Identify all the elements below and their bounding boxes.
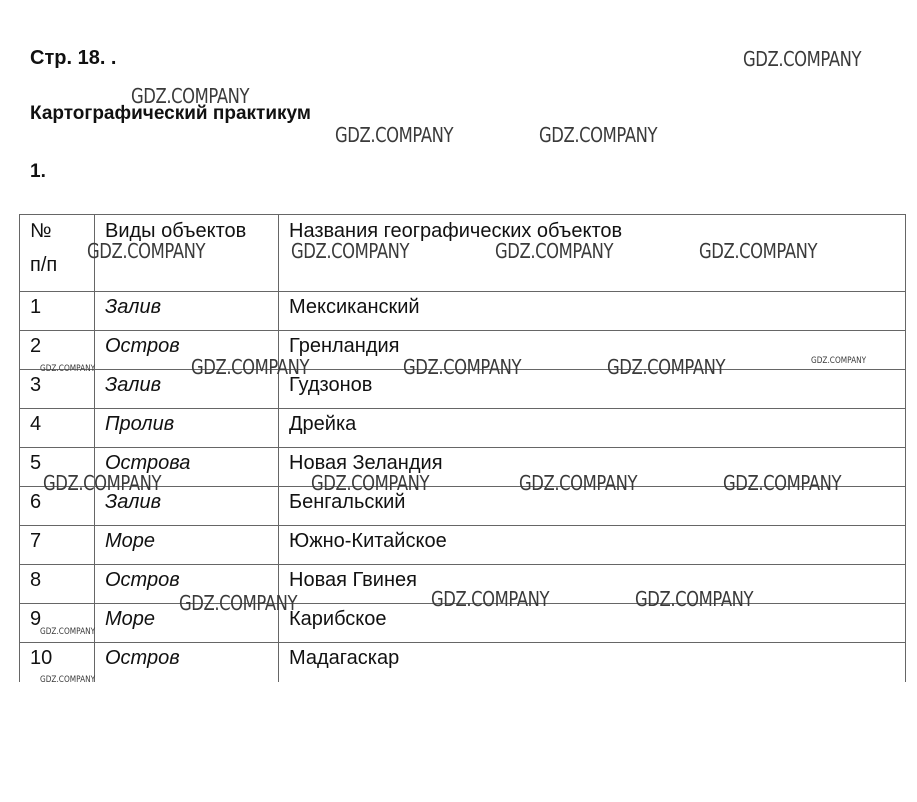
row-number: 1 — [20, 292, 95, 331]
row-kind: Залив — [95, 487, 279, 526]
watermark: GDZ.COMPANY — [743, 47, 862, 71]
watermark: GDZ.COMPANY — [699, 239, 818, 263]
row-name: Мексиканский — [279, 292, 906, 331]
watermark: GDZ.COMPANY — [43, 471, 162, 495]
table-row — [20, 331, 906, 370]
watermark: GDZ.COMPANY — [40, 627, 96, 637]
table-row — [20, 448, 906, 487]
watermark: GDZ.COMPANY — [87, 239, 206, 263]
header-number-line2: п/п — [30, 254, 58, 276]
row-kind: Остров — [95, 643, 279, 682]
table-row — [20, 292, 906, 331]
header-number-line1: № — [30, 220, 52, 242]
row-number: 9 — [20, 604, 95, 643]
row-name: Южно-Китайское — [279, 526, 906, 565]
row-name: Карибское — [279, 604, 906, 643]
row-number: 2 — [20, 331, 95, 370]
watermark: GDZ.COMPANY — [723, 471, 842, 495]
row-kind: Острова — [95, 448, 279, 487]
row-number: 6 — [20, 487, 95, 526]
header-number — [20, 215, 95, 292]
header-names: Названия географических объектов — [279, 215, 906, 292]
watermark: GDZ.COMPANY — [431, 587, 550, 611]
row-kind: Море — [95, 604, 279, 643]
row-number: 7 — [20, 526, 95, 565]
row-number: 3 — [20, 370, 95, 409]
row-kind: Море — [95, 526, 279, 565]
watermark: GDZ.COMPANY — [191, 355, 310, 379]
row-number: 4 — [20, 409, 95, 448]
watermark: GDZ.COMPANY — [40, 364, 96, 374]
row-name: Гудзонов — [279, 370, 906, 409]
row-kind: Пролив — [95, 409, 279, 448]
row-name: Новая Зеландия — [279, 448, 906, 487]
watermark: GDZ.COMPANY — [635, 587, 754, 611]
row-name: Новая Гвинея — [279, 565, 906, 604]
table-row — [20, 487, 906, 526]
watermark: GDZ.COMPANY — [403, 355, 522, 379]
table-header-row — [20, 215, 906, 292]
table-row — [20, 370, 906, 409]
task-number: 1. — [30, 161, 46, 182]
watermark: GDZ.COMPANY — [291, 239, 410, 263]
row-name: Дрейка — [279, 409, 906, 448]
row-number: 5 — [20, 448, 95, 487]
row-name: Мадагаскар — [279, 643, 906, 682]
row-name: Бенгальский — [279, 487, 906, 526]
watermark: GDZ.COMPANY — [131, 84, 250, 108]
row-name: Гренландия — [279, 331, 906, 370]
watermark: GDZ.COMPANY — [539, 123, 658, 147]
row-kind: Остров — [95, 565, 279, 604]
watermark: GDZ.COMPANY — [495, 239, 614, 263]
table-row — [20, 643, 906, 682]
page-heading: Стр. 18. . — [30, 47, 117, 69]
watermark: GDZ.COMPANY — [335, 123, 454, 147]
row-kind: Залив — [95, 370, 279, 409]
watermark: GDZ.COMPANY — [519, 471, 638, 495]
row-kind: Остров — [95, 331, 279, 370]
section-title: Картографический практикум — [30, 103, 311, 124]
watermark: GDZ.COMPANY — [811, 356, 867, 366]
row-number: 10 — [20, 643, 95, 682]
row-kind: Залив — [95, 292, 279, 331]
row-number: 8 — [20, 565, 95, 604]
watermark: GDZ.COMPANY — [607, 355, 726, 379]
table-row — [20, 409, 906, 448]
header-kind: Виды объектов — [95, 215, 279, 292]
watermark: GDZ.COMPANY — [311, 471, 430, 495]
table-row — [20, 526, 906, 565]
table-row — [20, 565, 906, 604]
watermark: GDZ.COMPANY — [179, 591, 298, 615]
table-row — [20, 604, 906, 643]
answer-table — [19, 214, 906, 682]
watermark: GDZ.COMPANY — [40, 675, 96, 685]
